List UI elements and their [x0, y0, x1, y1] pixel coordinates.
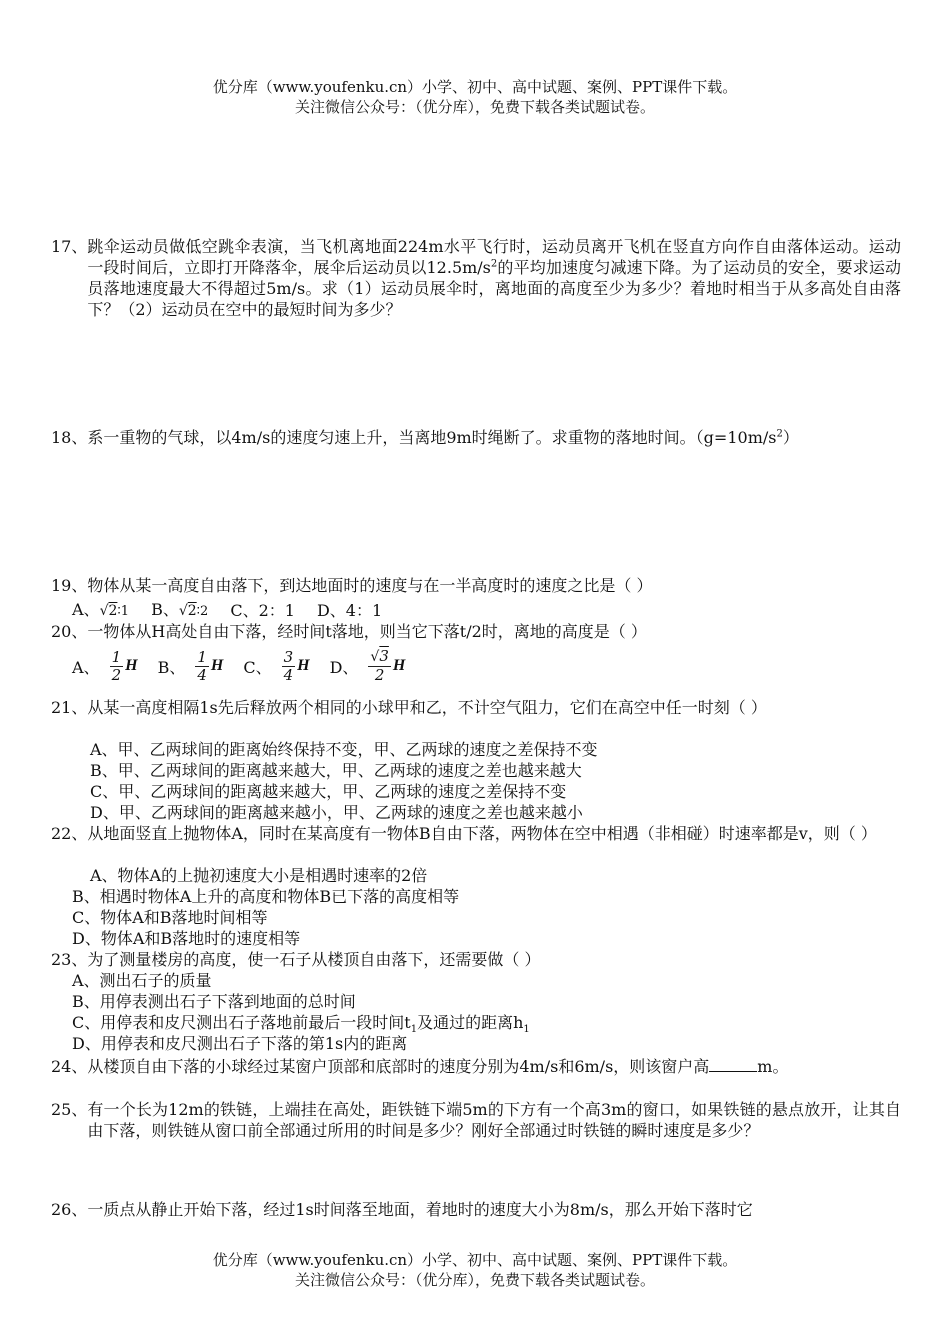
question-number: 23、 [51, 950, 88, 969]
question-20 [51, 621, 901, 642]
superscript: 2 [776, 428, 783, 440]
question-number: 21、 [51, 698, 88, 717]
question-number: 22、 [51, 824, 88, 843]
question-number: 20、 [51, 622, 88, 641]
question-text: 一物体从H高处自由下落，经时间t落地，则当它下落t/2时，离地的高度是（ ） [87, 622, 647, 641]
question-number: 26、 [51, 1200, 88, 1219]
q20-option-c: C、 $\frac{3}{4}$ H [243, 647, 310, 684]
q19-option-c: C、2：1 [230, 601, 295, 620]
question-26 [51, 1199, 901, 1220]
q23-option-a: A、测出石子的质量 [72, 971, 212, 990]
question-22 [51, 823, 901, 844]
q19-option-d: D、4：1 [316, 601, 383, 620]
answer-blank[interactable] [709, 1057, 757, 1072]
question-25 [51, 1099, 901, 1141]
question-number: 19、 [51, 576, 88, 595]
q21-option-b: B、甲、乙两球间的距离越来越大，甲、乙两球的速度之差也越来越大 [90, 761, 582, 780]
question-text: 为了测量楼房的高度，使一石子从楼顶自由落下，还需要做（ ） [87, 950, 541, 969]
question-text: 跳伞运动员做低空跳伞表演，当飞机离地面224m水平飞行时，运动员离开飞机在竖直方向作自由落体运动。运动一段时间后，立即打开降落伞，展伞后运动员以12.5m/s [87, 237, 901, 277]
q19-option-a: A、√2∶1 [72, 600, 130, 619]
q20-options [72, 648, 405, 684]
q21-option-d: D、甲、乙两球间的距离越来越小，甲、乙两球的速度之差也越来越小 [90, 803, 583, 822]
q23-option-c: C、用停表和皮尺测出石子落地前最后一段时间$t_1$及通过的距离$h_1$ [72, 1013, 530, 1036]
page-header [0, 77, 950, 117]
question-text-cont: 的平均加速度匀减速下降。为了运动员的安全，要求运动员落地速度最大不得超过5m/s。求（1）运动员展伞时，离地面的高度至少为多少？着地时相当于从多高处自由落下？（2）运动员在空中的最短时间为多少？ [87, 258, 901, 319]
question-text: 有一个长为12m的铁链，上端挂在高处，距铁链下端5m的下方有一个高3m的窗口，如果铁链的悬点放开，让其自由下落，则铁链从窗口前全部通过所用的时间是多少？刚好全部通过时铁链的瞬时速度是多少？ [87, 1100, 901, 1140]
q19-options [72, 599, 382, 622]
question-text: 从某一高度相隔1s先后释放两个相同的小球甲和乙，不计空气阻力，它们在高空中任一时刻（ ） [87, 698, 767, 717]
q20-option-a: A、 $\frac{1}{2}$ H [72, 647, 138, 684]
question-17 [51, 236, 901, 320]
q22-option-a: A、物体A的上抛初速度大小是相遇时速率的2倍 [90, 866, 428, 885]
question-text: 一质点从静止开始下落，经过1s时间落至地面，着地时的速度大小为8m/s，那么开始下落时它 [87, 1200, 753, 1219]
question-number: 18、 [51, 428, 88, 447]
question-number: 24、 [51, 1057, 88, 1076]
q21-option-a: A、甲、乙两球间的距离始终保持不变，甲、乙两球的速度之差保持不变 [90, 740, 598, 759]
q20-option-b: B、 $\frac{1}{4}$ H [157, 647, 224, 684]
question-19 [51, 575, 901, 596]
q22-option-b: B、相遇时物体A上升的高度和物体B已下落的高度相等 [72, 887, 460, 906]
q20-option-d: D、 $\frac{√3}{2}$ H [329, 647, 406, 684]
question-18 [51, 427, 901, 448]
question-text: 物体从某一高度自由落下，到达地面时的速度与在一半高度时的速度之比是（ ） [87, 576, 653, 595]
question-text: 系一重物的气球，以4m/s的速度匀速上升，当离地9m时绳断了。求重物的落地时间。（g=10m/s [87, 428, 777, 447]
footer-line-2: 关注微信公众号：（优分库），免费下载各类试题试卷。 [294, 1271, 655, 1289]
q22-option-c: C、物体A和B落地时间相等 [72, 908, 268, 927]
q23-option-d: D、用停表和皮尺测出石子下落的第1s内的距离 [72, 1034, 408, 1053]
q23-option-b: B、用停表测出石子下落到地面的总时间 [72, 992, 356, 1011]
question-number: 17、 [51, 237, 88, 256]
question-text: 从地面竖直上抛物体A，同时在某高度有一物体B自由下落，两物体在空中相遇（非相碰）时速率都是v，则（ ） [87, 824, 877, 843]
question-21 [51, 697, 901, 718]
header-line-2: 关注微信公众号：（优分库），免费下载各类试题试卷。 [294, 98, 655, 116]
question-24 [51, 1056, 901, 1077]
footer-line-1: 优分库（www.youfenku.cn）小学、初中、高中试题、案例、PPT课件下载。 [212, 1251, 738, 1269]
question-text: 从楼顶自由下落的小球经过某窗户顶部和底部时的速度分别为4m/s和6m/s，则该窗户高 [87, 1057, 710, 1076]
superscript: 2 [490, 258, 498, 270]
header-line-1: 优分库（www.youfenku.cn）小学、初中、高中试题、案例、PPT课件下载。 [212, 78, 738, 96]
q19-option-b: B、√2∶2 [151, 600, 209, 619]
q21-option-c: C、甲、乙两球间的距离越来越大，甲、乙两球的速度之差保持不变 [90, 782, 567, 801]
unit: m。 [757, 1057, 789, 1076]
question-text-cont: ） [782, 428, 799, 447]
question-23 [51, 949, 901, 970]
page-footer [0, 1250, 950, 1290]
question-number: 25、 [51, 1100, 88, 1119]
q22-option-d: D、物体A和B落地时的速度相等 [72, 929, 301, 948]
